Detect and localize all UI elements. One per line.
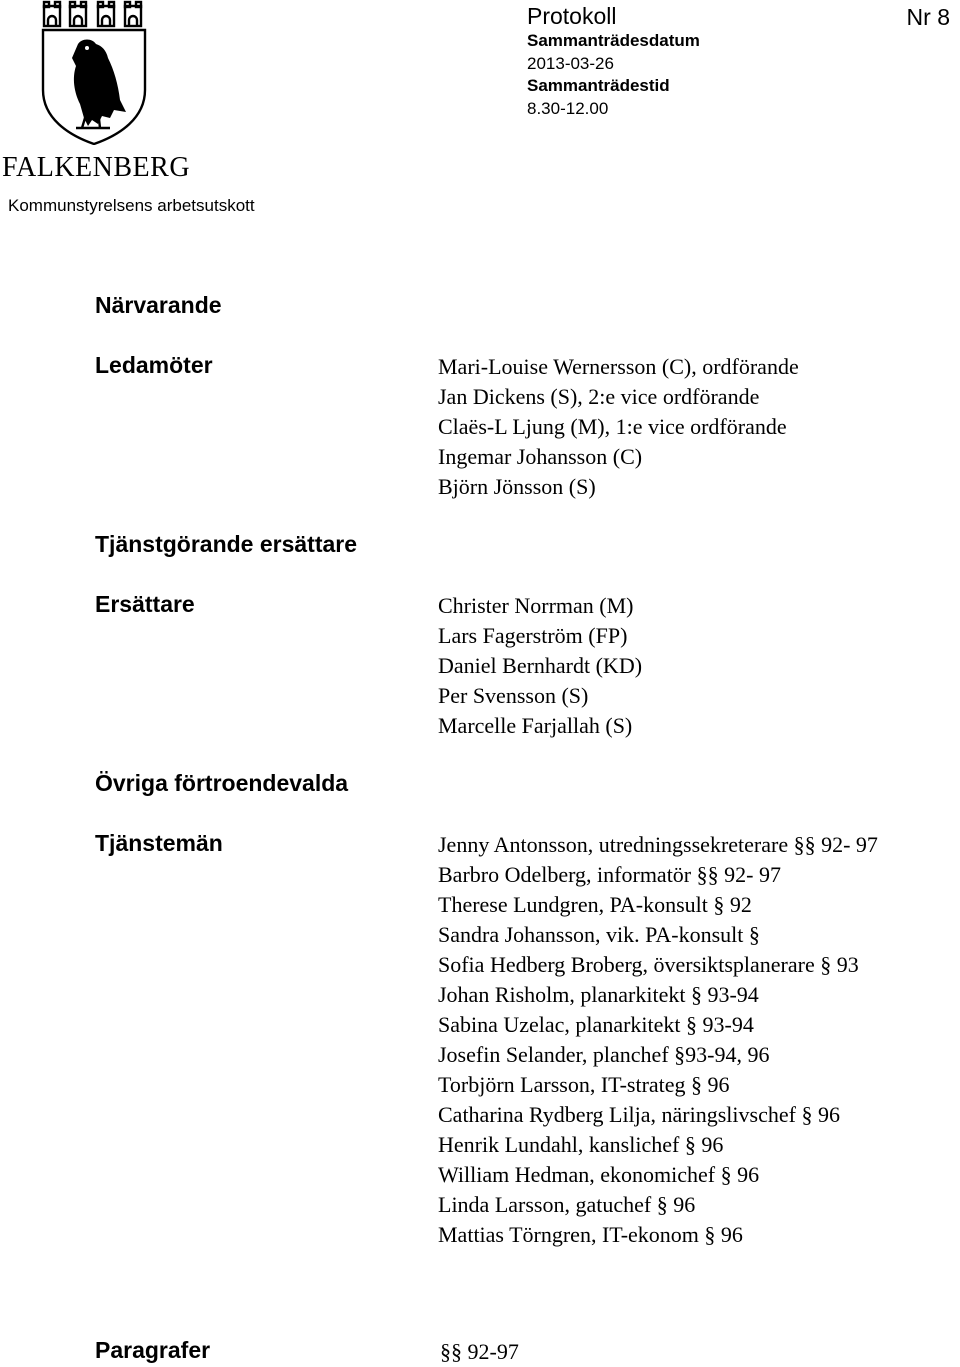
other-elected-heading: Övriga förtroendevalda <box>95 770 349 796</box>
list-item: Henrik Lundahl, kanslichef § 96 <box>438 1132 724 1157</box>
meeting-date: 2013-03-26 <box>527 53 614 73</box>
list-item: Torbjörn Larsson, IT-strateg § 96 <box>438 1072 730 1097</box>
list-item: Jenny Antonsson, utredningssekreterare §§ 92- 97 <box>438 832 878 857</box>
organization-name: FALKENBERG <box>2 152 191 183</box>
meeting-time: 8.30-12.00 <box>527 98 609 118</box>
paragraphs-value: §§ 92-97 <box>440 1339 519 1364</box>
committee-name: Kommunstyrelsens arbetsutskott <box>8 196 255 215</box>
list-item: Josefin Selander, planchef §93-94, 96 <box>438 1042 770 1067</box>
list-item: Catharina Rydberg Lilja, näringslivschef § 96 <box>438 1102 840 1127</box>
list-item: Jan Dickens (S), 2:e vice ordförande <box>438 384 760 409</box>
list-item: Sandra Johansson, vik. PA-konsult § <box>438 922 760 947</box>
list-item: Barbro Odelberg, informatör §§ 92- 97 <box>438 862 781 887</box>
substitutes-list <box>438 591 642 741</box>
list-item: Marcelle Farjallah (S) <box>438 713 633 738</box>
list-item: Linda Larsson, gatuchef § 96 <box>438 1192 696 1217</box>
list-item: Daniel Bernhardt (KD) <box>438 653 643 678</box>
coat-of-arms-logo <box>40 0 148 145</box>
time-label: Sammanträdestid <box>527 76 670 95</box>
present-heading: Närvarande <box>95 292 222 318</box>
list-item: Mari-Louise Wernersson (C), ordförande <box>438 354 799 379</box>
serving-substitutes-heading: Tjänstgörande ersättare <box>95 531 358 557</box>
list-item: Ingemar Johansson (C) <box>438 444 643 469</box>
list-item: Claës-L Ljung (M), 1:e vice ordförande <box>438 414 787 439</box>
officials-heading: Tjänstemän <box>95 830 223 856</box>
members-list <box>438 352 799 502</box>
substitutes-heading: Ersättare <box>95 591 195 617</box>
list-item: William Hedman, ekonomichef § 96 <box>438 1162 760 1187</box>
date-label: Sammanträdesdatum <box>527 31 700 50</box>
list-item: Per Svensson (S) <box>438 683 589 708</box>
list-item: Lars Fagerström (FP) <box>438 623 628 648</box>
list-item: Sabina Uzelac, planarkitekt § 93-94 <box>438 1012 754 1037</box>
protocol-number: Nr 8 <box>906 4 950 30</box>
list-item: Johan Risholm, planarkitekt § 93-94 <box>438 982 759 1007</box>
members-heading: Ledamöter <box>95 352 213 378</box>
officials-list <box>438 830 878 1250</box>
paragraphs-heading: Paragrafer <box>95 1337 211 1363</box>
list-item: Therese Lundgren, PA-konsult § 92 <box>438 892 752 917</box>
list-item: Christer Norrman (M) <box>438 593 634 618</box>
list-item: Sofia Hedberg Broberg, översiktsplanerare § 93 <box>438 952 859 977</box>
document-type: Protokoll <box>527 3 617 29</box>
list-item: Björn Jönsson (S) <box>438 474 596 499</box>
paragraphs-list <box>440 1337 519 1367</box>
meeting-header <box>527 2 700 120</box>
list-item: Mattias Törngren, IT-ekonom § 96 <box>438 1222 743 1247</box>
